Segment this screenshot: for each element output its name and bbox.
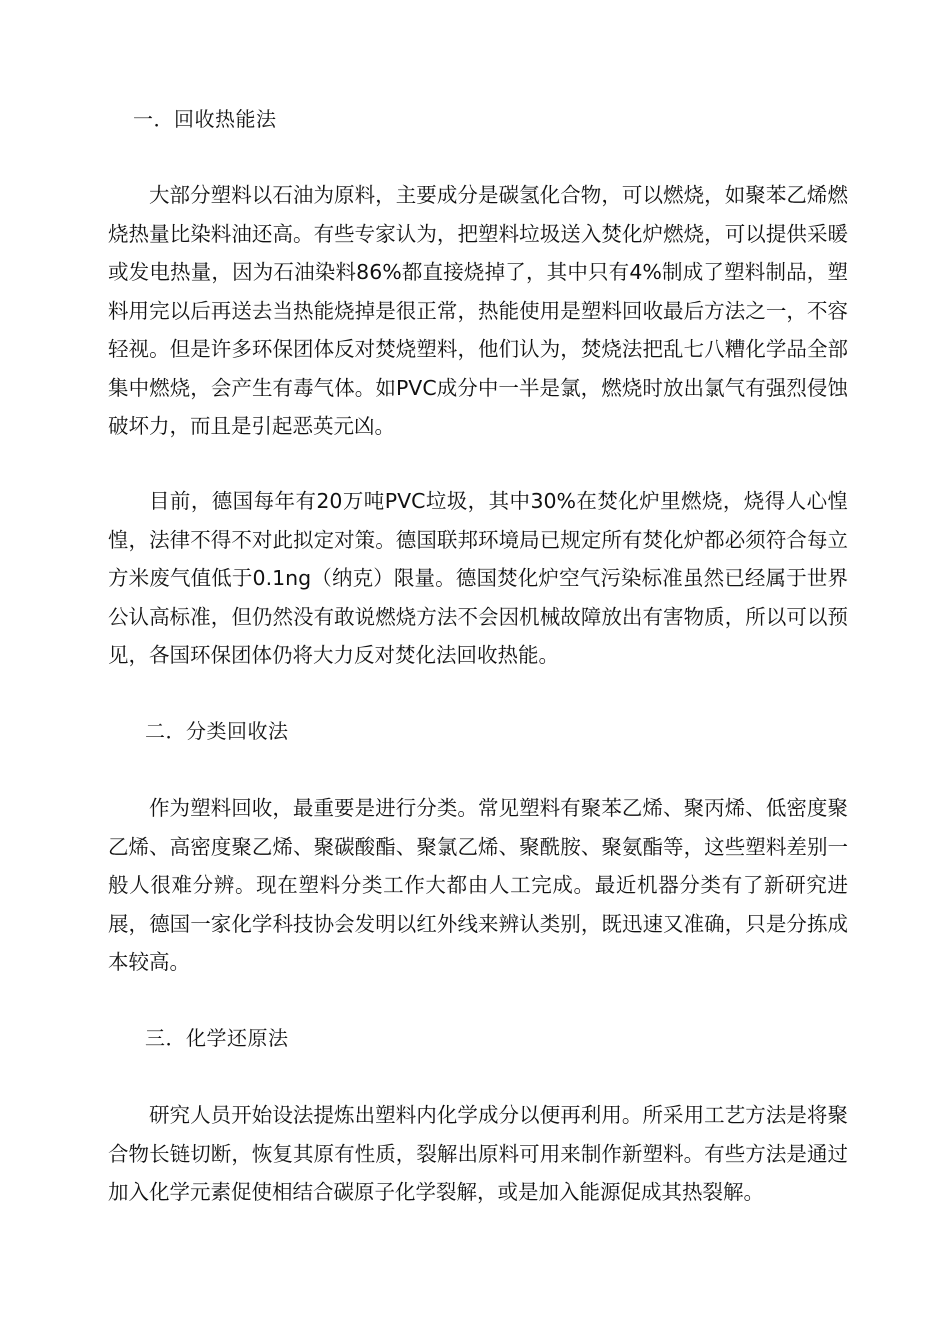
paragraph-heat-recovery-1: 大部分塑料以石油为原料，主要成分是碳氢化合物，可以燃烧，如聚苯乙烯燃烧热量比染料油还高。有些专家认为，把塑料垃圾送入焚化炉燃烧，可以提供采暖或发电热量，因为石油染料86%都直接烧掉了，其中只有4%制成了塑料制品，塑料用完以后再送去当热能烧掉是很正常，热能使用是塑料回收最后方法之一，不容轻视。但是许多环保团体反对焚烧塑料，他们认为，焚烧法把乱七八糟化学品全部集中燃烧，会产生有毒气体。如PVC成分中一半是氯，燃烧时放出氯气有强烈侵蚀破坏力，而且是引起恶英元凶。 <box>108 183 848 438</box>
section-heading-sorting-recovery: 二．分类回收法 <box>145 719 289 743</box>
paragraph-heat-recovery-2: 目前，德国每年有20万吨PVC垃圾，其中30%在焚化炉里燃烧，烧得人心惶惶，法律不得不对此拟定对策。德国联邦环境局已规定所有焚化炉都必须符合每立方米废气值低于0.1ng（纳克）限量。德国焚化炉空气污染标准虽然已经属于世界公认高标准，但仍然没有敢说燃烧方法不会因机械故障放出有害物质，所以可以预见，各国环保团体仍将大力反对焚化法回收热能。 <box>108 489 848 667</box>
paragraph-sorting-recovery-1: 作为塑料回收，最重要是进行分类。常见塑料有聚苯乙烯、聚丙烯、低密度聚乙烯、高密度聚乙烯、聚碳酸酯、聚氯乙烯、聚酰胺、聚氨酯等，这些塑料差别一般人很难分辨。现在塑料分类工作大都由人工完成。最近机器分类有了新研究进展，德国一家化学科技协会发明以红外线来辨认类别，既迅速又准确，只是分拣成本较高。 <box>108 796 848 974</box>
section-heading-heat-recovery: 一．回收热能法 <box>133 107 277 131</box>
paragraph-chemical-reduction-1: 研究人员开始设法提炼出塑料内化学成分以便再利用。所采用工艺方法是将聚合物长链切断，恢复其原有性质，裂解出原料可用来制作新塑料。有些方法是通过加入化学元素促使相结合碳原子化学裂解，或是加入能源促成其热裂解。 <box>108 1103 848 1204</box>
section-heading-chemical-reduction: 三．化学还原法 <box>145 1026 289 1050</box>
